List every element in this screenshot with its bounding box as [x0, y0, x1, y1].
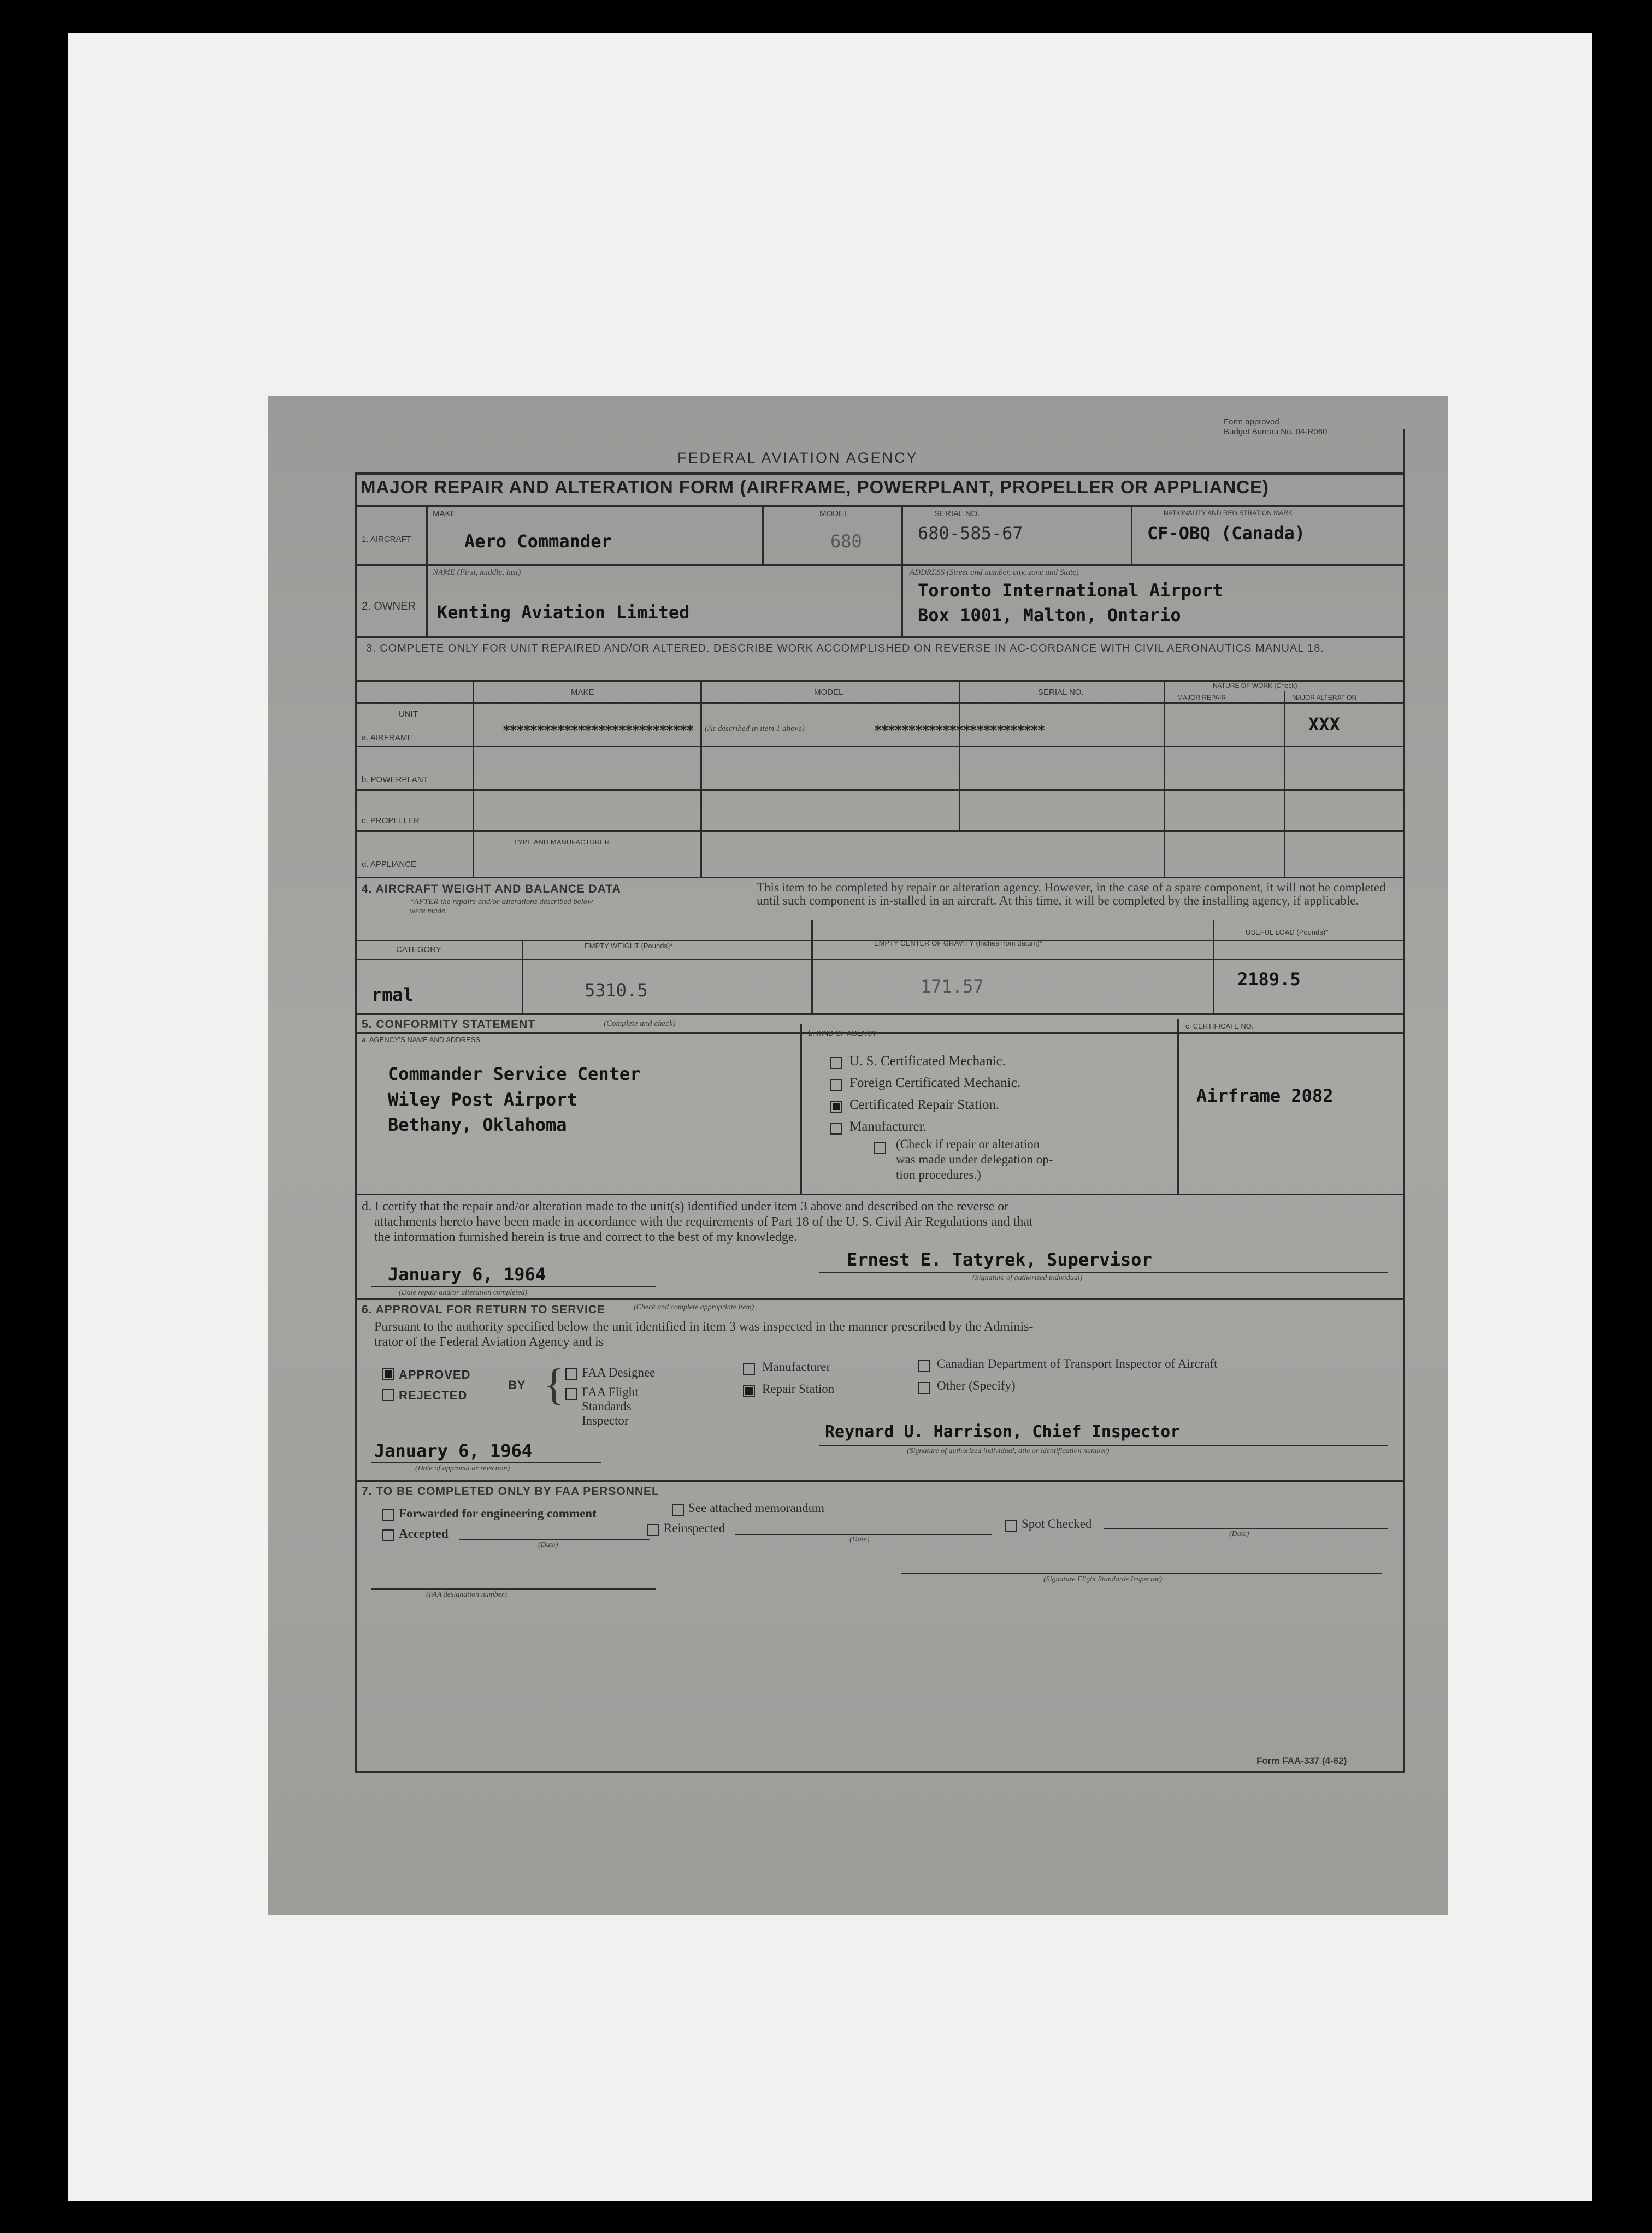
- row-propeller: c. PROPELLER: [362, 816, 420, 825]
- rule: [355, 1771, 1405, 1773]
- rule: [355, 636, 1404, 638]
- faa-flight-2: Standards: [582, 1399, 632, 1413]
- rule: [355, 789, 1404, 791]
- rejected-checkbox[interactable]: [382, 1389, 394, 1401]
- rule: [355, 702, 1404, 704]
- form-number: Form FAA-337 (4-62): [1256, 1756, 1347, 1766]
- approved-label: APPROVED: [399, 1368, 471, 1381]
- approval-signature: Reynard U. Harrison, Chief Inspector: [825, 1422, 1181, 1442]
- rule: [355, 472, 1404, 475]
- rule: [522, 940, 523, 1013]
- canadian-label: Canadian Department of Transport Inspector of Aircraft: [937, 1357, 1218, 1370]
- rule: [426, 505, 428, 636]
- rule: [355, 1480, 1404, 1482]
- weight-subtitle: *AFTER the repairs and/or alterations described below were made.: [410, 897, 593, 915]
- accepted-date-label: (Date): [538, 1541, 558, 1549]
- approval-date: January 6, 1964: [374, 1440, 532, 1461]
- kind-station: Certificated Repair Station.: [849, 1097, 1000, 1112]
- agency-line-2: Wiley Post Airport: [388, 1089, 577, 1110]
- reinspected-label: Reinspected: [664, 1521, 725, 1535]
- repair-station-checkbox[interactable]: [743, 1385, 755, 1397]
- agency-name-label: a. AGENCY'S NAME AND ADDRESS: [362, 1036, 481, 1044]
- kind-manufacturer: Manufacturer.: [849, 1119, 927, 1134]
- weight-title: 4. AIRCRAFT WEIGHT AND BALANCE DATA: [362, 883, 621, 895]
- approved-checkbox[interactable]: [382, 1368, 394, 1380]
- rule: [901, 1573, 1382, 1574]
- rule: [355, 564, 1404, 566]
- row-appliance: d. APPLIANCE: [362, 860, 417, 869]
- nationality-label: NATIONALITY AND REGISTRATION MARK: [1164, 509, 1293, 517]
- repair-alteration-form: [328, 418, 1415, 1794]
- rule: [811, 920, 813, 1013]
- designation-label: (FAA designation number): [426, 1591, 508, 1599]
- col-cg: EMPTY CENTER OF GRAVITY (Inches from datum)*: [874, 939, 1042, 947]
- certify-text-3: the information furnished herein is true and correct to the best of my knowledge.: [374, 1230, 798, 1244]
- conformity-title: 5. CONFORMITY STATEMENT: [362, 1018, 536, 1031]
- rule: [800, 1032, 1404, 1033]
- owner-address-label: ADDRESS (Street and number, city, zone and State): [910, 568, 1079, 577]
- col-category: CATEGORY: [396, 945, 441, 954]
- approval-title: 6. APPROVAL FOR RETURN TO SERVICE: [362, 1303, 606, 1316]
- conformity-signature-label: (Signature of authorized individual): [972, 1274, 1083, 1282]
- rule: [959, 680, 960, 830]
- rule: [355, 472, 357, 1773]
- approval-signature-label: (Signature of authorized individual, title or identification number): [907, 1447, 1110, 1455]
- approval-date-label: (Date of approval or rejection): [415, 1464, 510, 1473]
- rule: [473, 680, 474, 877]
- rule: [355, 1013, 1404, 1015]
- rule: [1177, 1019, 1179, 1194]
- rule: [1164, 680, 1165, 877]
- rule: [1131, 505, 1132, 564]
- faa-personnel-title: 7. TO BE COMPLETED ONLY BY FAA PERSONNEL: [362, 1485, 659, 1498]
- rule: [355, 830, 1404, 832]
- rule: [1403, 429, 1405, 1773]
- unit-instruction: 3. COMPLETE ONLY FOR UNIT REPAIRED AND/OR ALTERED. DESCRIBE WORK ACCOMPLISHED ON REVERSE IN AC-CORDANCE WITH CIVIL AERONAUTICS MANUAL 18.: [366, 642, 1324, 654]
- rule: [762, 505, 764, 564]
- owner-address-1: Toronto International Airport: [918, 580, 1223, 601]
- airframe-make-dashes: ****************************: [503, 723, 693, 738]
- aircraft-serial: 680-585-67: [918, 523, 1023, 544]
- rule: [355, 959, 1404, 960]
- conformity-title-note: (Complete and check): [604, 1019, 676, 1028]
- col-major-alteration: MAJOR ALTERATION: [1292, 694, 1357, 701]
- rule: [1284, 691, 1285, 877]
- form-photograph: [268, 396, 1448, 1915]
- spot-checked-checkbox[interactable]: [1005, 1520, 1017, 1532]
- useful-load-value: 2189.5: [1237, 969, 1301, 990]
- accepted-label: Accepted: [399, 1527, 449, 1540]
- aircraft-nationality: CF-OBQ (Canada): [1147, 523, 1305, 544]
- rule: [901, 505, 903, 636]
- faa-designee-checkbox[interactable]: [565, 1368, 577, 1380]
- col-model: MODEL: [814, 688, 843, 697]
- faa-flight-1: FAA Flight: [582, 1385, 639, 1399]
- airframe-serial-dashes: *************************: [874, 723, 1045, 738]
- rule: [800, 1024, 802, 1194]
- category-value: rmal: [371, 984, 414, 1005]
- owner-address-2: Box 1001, Malton, Ontario: [918, 605, 1181, 625]
- certify-text-2: attachments hereto have been made in accordance with the requirements of Part 18 of the U. S. Civil Air Regulations and that: [374, 1215, 1033, 1229]
- agency-name: FEDERAL AVIATION AGENCY: [677, 450, 918, 466]
- rule: [355, 877, 1404, 878]
- owner-name-label: NAME (First, middle, last): [433, 568, 521, 577]
- aircraft-model: 680: [830, 531, 862, 552]
- col-nature: NATURE OF WORK (Check): [1213, 682, 1297, 689]
- kind-foreign: Foreign Certificated Mechanic.: [849, 1076, 1021, 1090]
- forwarded-checkbox[interactable]: [382, 1509, 394, 1521]
- faa-signature-label: (Signature Flight Standards Inspector): [1043, 1575, 1163, 1584]
- serial-label: SERIAL NO.: [934, 509, 980, 518]
- rule: [819, 1445, 1388, 1446]
- kind-delegation-checkbox[interactable]: [874, 1142, 886, 1154]
- aircraft-make: Aero Commander: [464, 531, 612, 552]
- kind-check-2: was made under delegation op-: [896, 1153, 1053, 1166]
- spot-checked-date-label: (Date): [1229, 1530, 1249, 1538]
- form-approved: Form approved: [1224, 417, 1279, 427]
- certify-text-1: d. I certify that the repair and/or alteration made to the unit(s) identified under item 3 above and described on the reverse or: [362, 1200, 1009, 1214]
- rule: [371, 1462, 601, 1463]
- owner-name: Kenting Aviation Limited: [437, 602, 690, 623]
- weight-note: This item to be completed by repair or alteration agency. However, in the case of a spare component, it will not be completed until such component is in-stalled in an aircraft. At this time, it will be completed by the installing agency, if applicable.: [757, 881, 1386, 908]
- row-powerplant: b. POWERPLANT: [362, 775, 428, 784]
- agency-line-1: Commander Service Center: [388, 1064, 641, 1084]
- owner-label: 2. OWNER: [362, 600, 416, 612]
- rule: [819, 1272, 1388, 1273]
- conformity-date: January 6, 1964: [388, 1264, 546, 1285]
- memo-checkbox[interactable]: [672, 1504, 684, 1516]
- approval-text-2: trator of the Federal Aviation Agency and is: [374, 1335, 604, 1349]
- form-title: MAJOR REPAIR AND ALTERATION FORM (AIRFRAME, POWERPLANT, PROPELLER OR APPLIANCE): [361, 477, 1269, 497]
- faa-designee: FAA Designee: [582, 1366, 656, 1379]
- col-major-repair: MAJOR REPAIR: [1177, 694, 1226, 701]
- airframe-alteration-mark: XXX: [1308, 714, 1340, 735]
- conformity-date-label: (Date repair and/or alteration completed): [399, 1289, 528, 1297]
- rule: [700, 680, 702, 877]
- rule: [371, 1588, 656, 1590]
- manufacturer-checkbox[interactable]: [743, 1363, 755, 1375]
- kind-check-3: tion procedures.): [896, 1168, 981, 1182]
- faa-flight-3: Inspector: [582, 1414, 629, 1427]
- kind-check-1: (Check if repair or alteration: [896, 1137, 1040, 1151]
- approval-title-note: (Check and complete appropriate item): [634, 1303, 754, 1312]
- rejected-label: REJECTED: [399, 1389, 468, 1402]
- cg-value: 171.57: [921, 976, 984, 997]
- kind-label: b. KIND OF AGENCY: [809, 1029, 877, 1037]
- aircraft-label: 1. AIRCRAFT: [362, 535, 411, 544]
- rule: [355, 1298, 1404, 1300]
- rule: [371, 1286, 656, 1287]
- canadian-checkbox[interactable]: [918, 1360, 930, 1372]
- col-serial: SERIAL NO.: [1038, 688, 1084, 697]
- memo-label: See attached memorandum: [688, 1501, 825, 1515]
- conformity-signature: Ernest E. Tatyrek, Supervisor: [847, 1249, 1152, 1270]
- rule: [459, 1539, 650, 1540]
- forwarded-label: Forwarded for engineering comment: [399, 1507, 597, 1520]
- kind-manufacturer-checkbox[interactable]: [830, 1123, 842, 1135]
- brace: {: [544, 1361, 565, 1409]
- kind-us: U. S. Certificated Mechanic.: [849, 1054, 1006, 1068]
- rule: [735, 1534, 992, 1535]
- rule: [1213, 920, 1214, 1013]
- repair-station-label: Repair Station: [762, 1382, 835, 1396]
- manufacturer-label: Manufacturer: [762, 1360, 831, 1374]
- kind-foreign-checkbox[interactable]: [830, 1079, 842, 1091]
- make-label: MAKE: [433, 509, 456, 518]
- type-manufacturer-label: TYPE AND MANUFACTURER: [514, 838, 610, 846]
- cert-label: c. CERTIFICATE NO.: [1185, 1022, 1254, 1030]
- empty-weight-value: 5310.5: [585, 980, 648, 1001]
- kind-station-checkbox[interactable]: [830, 1101, 842, 1113]
- col-unit: UNIT: [399, 710, 418, 719]
- reinspected-checkbox[interactable]: [647, 1524, 659, 1536]
- faa-flight-checkbox[interactable]: [565, 1388, 577, 1400]
- airframe-note: (As described in item 1 above): [705, 724, 805, 733]
- spot-checked-label: Spot Checked: [1022, 1517, 1092, 1531]
- by-label: BY: [508, 1378, 526, 1392]
- model-label: MODEL: [819, 509, 849, 518]
- col-useful-load: USEFUL LOAD (Pounds)*: [1246, 928, 1329, 936]
- cert-number: Airframe 2082: [1196, 1085, 1334, 1106]
- reinspected-date-label: (Date): [849, 1535, 870, 1544]
- other-checkbox[interactable]: [918, 1382, 930, 1394]
- accepted-checkbox[interactable]: [382, 1529, 394, 1541]
- rule: [355, 505, 1404, 507]
- rule: [355, 746, 1404, 747]
- rule: [1104, 1528, 1388, 1529]
- col-empty-weight: EMPTY WEIGHT (Pounds)*: [585, 942, 673, 950]
- col-make: MAKE: [571, 688, 594, 697]
- agency-line-3: Bethany, Oklahoma: [388, 1114, 567, 1135]
- approval-text-1: Pursuant to the authority specified below the unit identified in item 3 was inspected in the manner prescribed by the Adminis-: [374, 1320, 1034, 1334]
- other-label: Other (Specify): [937, 1379, 1016, 1392]
- row-airframe: a. AIRFRAME: [362, 733, 413, 742]
- rule: [355, 1194, 1404, 1195]
- budget-bureau: Budget Bureau No. 04-R060: [1224, 427, 1328, 436]
- rule: [1164, 680, 1404, 681]
- kind-us-checkbox[interactable]: [830, 1057, 842, 1069]
